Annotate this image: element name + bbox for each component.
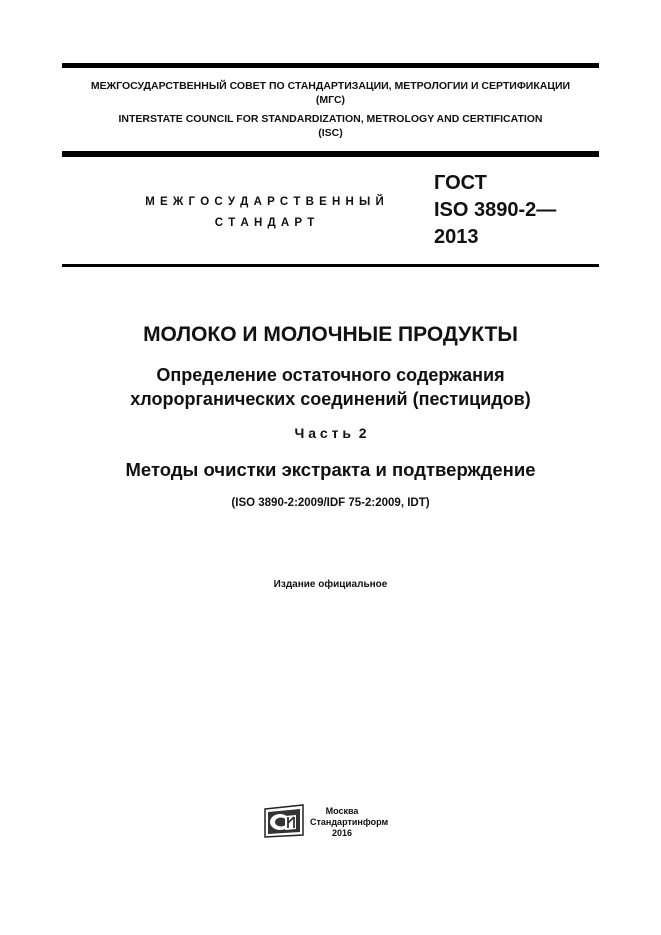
standartinform-logo-icon — [263, 803, 307, 839]
publisher-year: 2016 — [331, 828, 353, 838]
subtitle-line1: Определение остаточного содержания — [156, 365, 505, 385]
iso-reference: (ISO 3890-2:2009/IDF 75-2:2009, IDT) — [231, 497, 430, 509]
third-rule — [62, 264, 599, 267]
publisher-city: Москва — [325, 806, 359, 816]
standard-code-line2: ISO 3890-2— — [434, 199, 557, 221]
standard-type — [120, 192, 410, 234]
standard-type-line2: С Т А Н Д А Р Т — [214, 217, 316, 229]
publisher-logo — [263, 803, 307, 839]
subtitle-line2: хлорорганических соединений (пестицидов) — [130, 389, 531, 409]
council-abbr-ru: (МГС) — [315, 94, 346, 106]
council-abbr-en: (ISC) — [318, 127, 343, 139]
standard-type-line1: М Е Ж Г О С У Д А Р С Т В Е Н Н Ы Й — [145, 196, 385, 208]
second-rule — [62, 151, 599, 157]
council-name-ru: МЕЖГОСУДАРСТВЕННЫЙ СОВЕТ ПО СТАНДАРТИЗАЦИИ, МЕТРОЛОГИИ И СЕРТИФИКАЦИИ — [90, 80, 571, 92]
publisher-info — [310, 806, 389, 839]
publisher-name: Стандартинформ — [310, 817, 389, 827]
edition-label: Издание официальное — [273, 579, 388, 590]
top-rule — [62, 63, 599, 68]
standard-code-line3: 2013 — [434, 226, 479, 248]
standard-code — [434, 170, 556, 251]
part-label: Ч а с т ь 2 — [294, 425, 367, 441]
part-title: Методы очистки экстракта и подтверждение — [125, 459, 536, 480]
council-name-en: INTERSTATE COUNCIL FOR STANDARDIZATION, METROLOGY AND CERTIFICATION — [118, 113, 543, 125]
standard-code-line1: ГОСТ — [434, 172, 487, 194]
document-title: МОЛОКО И МОЛОЧНЫЕ ПРОДУКТЫ — [143, 323, 518, 346]
